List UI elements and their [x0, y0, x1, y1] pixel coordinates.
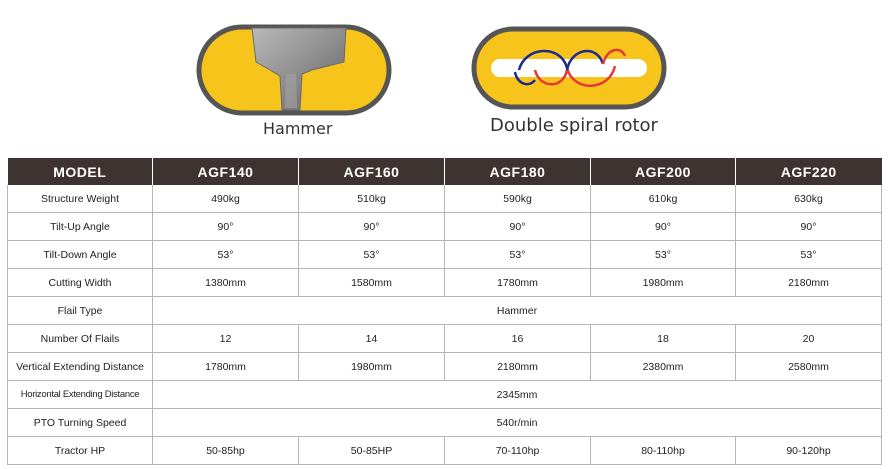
table-cell: 50-85hp: [153, 437, 299, 465]
header-agf160: AGF160: [299, 158, 445, 185]
table-cell: 80-110hp: [591, 437, 736, 465]
row-label: Tilt-Down Angle: [8, 241, 153, 269]
header-model: MODEL: [8, 158, 153, 185]
table-cell: 90°: [736, 213, 882, 241]
table-cell: 53°: [591, 241, 736, 269]
table-cell: 90°: [153, 213, 299, 241]
table-cell: 1780mm: [445, 269, 591, 297]
table-cell: 53°: [299, 241, 445, 269]
table-cell: 610kg: [591, 185, 736, 213]
row-label: Tilt-Up Angle: [8, 213, 153, 241]
row-label: Flail Type: [8, 297, 153, 325]
table-cell: 630kg: [736, 185, 882, 213]
table-cell: 18: [591, 325, 736, 353]
table-row: [8, 325, 882, 353]
table-cell: 490kg: [153, 185, 299, 213]
table-cell: 90-120hp: [736, 437, 882, 465]
header-agf140: AGF140: [153, 158, 299, 185]
table-cell: 53°: [153, 241, 299, 269]
table-cell-merged: Hammer: [153, 297, 882, 325]
table-row: [8, 241, 882, 269]
table-row: [8, 409, 882, 437]
table-cell: 1380mm: [153, 269, 299, 297]
table-cell: 50-85HP: [299, 437, 445, 465]
table-header-row: [8, 158, 882, 185]
table-row: [8, 185, 882, 213]
table-cell: 1980mm: [591, 269, 736, 297]
table-cell: 16: [445, 325, 591, 353]
table-row: [8, 269, 882, 297]
table-cell: 2380mm: [591, 353, 736, 381]
hammer-blade-icon: [196, 24, 392, 118]
row-label: Cutting Width: [8, 269, 153, 297]
table-cell: 53°: [445, 241, 591, 269]
row-label: Structure Weight: [8, 185, 153, 213]
table-cell: 2180mm: [445, 353, 591, 381]
header-agf220: AGF220: [736, 158, 882, 185]
table-cell: 1580mm: [299, 269, 445, 297]
table-cell: 1780mm: [153, 353, 299, 381]
table-cell: 53°: [736, 241, 882, 269]
table-row: [8, 213, 882, 241]
header-agf200: AGF200: [591, 158, 736, 185]
row-label: Tractor HP: [8, 437, 153, 465]
row-label: Vertical Extending Distance: [8, 353, 153, 381]
rotor-label: Double spiral rotor: [490, 115, 658, 136]
table-cell: 14: [299, 325, 445, 353]
table-cell: 2580mm: [736, 353, 882, 381]
table-row: [8, 353, 882, 381]
table-cell: 90°: [299, 213, 445, 241]
spec-table: [7, 158, 882, 465]
table-row: [8, 437, 882, 465]
double-spiral-rotor-icon: [471, 26, 667, 110]
feature-images: [0, 0, 888, 150]
table-cell: 20: [736, 325, 882, 353]
table-row: [8, 381, 882, 409]
table-row: [8, 297, 882, 325]
table-cell: 1980mm: [299, 353, 445, 381]
table-cell: 12: [153, 325, 299, 353]
hammer-label: Hammer: [263, 119, 333, 138]
row-label: PTO Turning Speed: [8, 409, 153, 437]
header-agf180: AGF180: [445, 158, 591, 185]
table-cell: 2180mm: [736, 269, 882, 297]
row-label: Horizontal Extending Distance: [8, 381, 153, 409]
table-cell-merged: 2345mm: [153, 381, 882, 409]
table-cell: 70-110hp: [445, 437, 591, 465]
table-cell: 90°: [591, 213, 736, 241]
table-cell: 510kg: [299, 185, 445, 213]
rotor-image: [471, 26, 667, 110]
table-cell-merged: 540r/min: [153, 409, 882, 437]
row-label: Number Of Flails: [8, 325, 153, 353]
hammer-image: [196, 24, 392, 118]
table-cell: 590kg: [445, 185, 591, 213]
table-cell: 90°: [445, 213, 591, 241]
